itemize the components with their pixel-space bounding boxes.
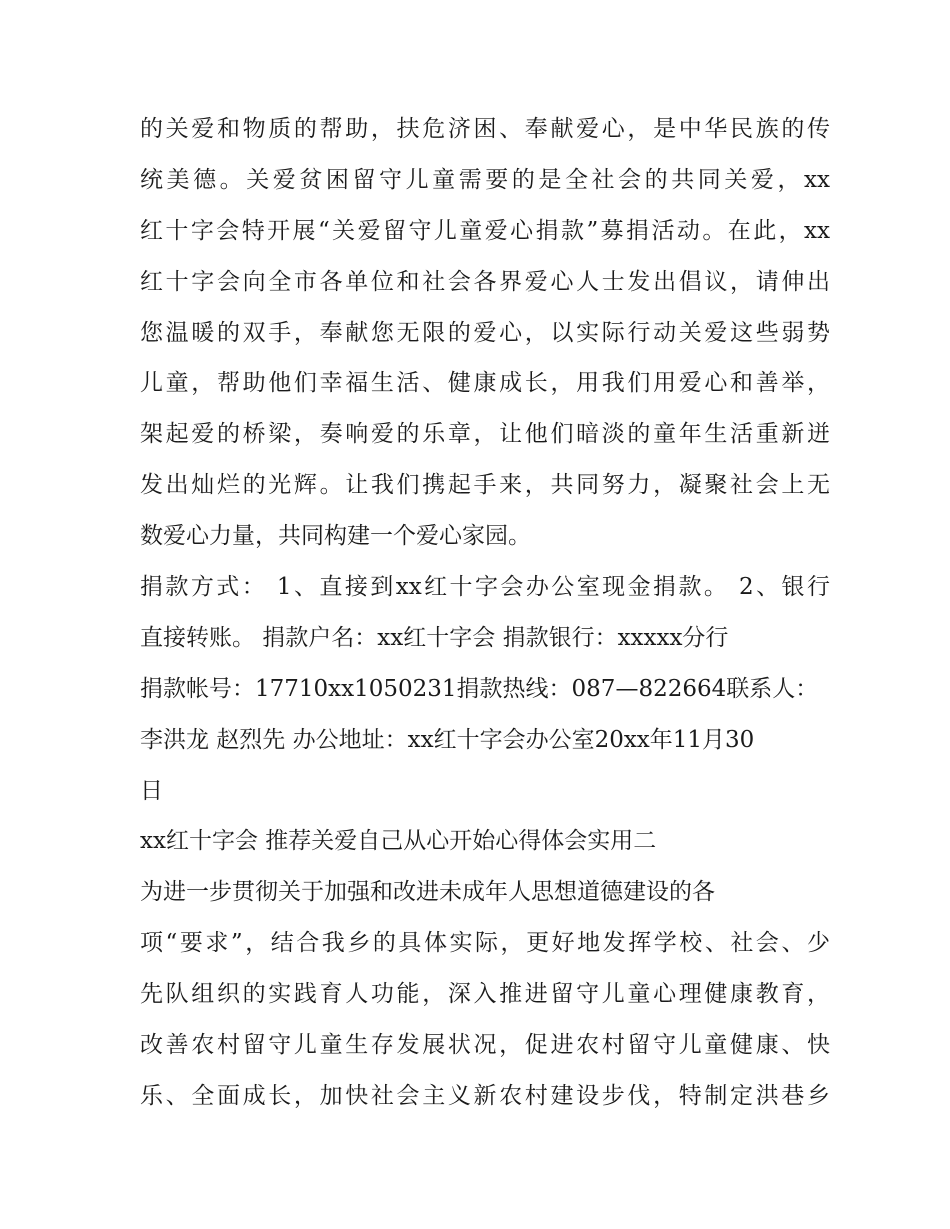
text-line: 发出灿烂的光辉。让我们携起手来，共同努力，凝聚社会上无 — [140, 472, 830, 499]
text-line: 李洪龙 赵烈先 办公地址：xx红十字会办公室20xx年11月30 — [140, 726, 755, 753]
text-line: 先队组织的实践育人功能，深入推进留守儿童心理健康教育， — [140, 981, 830, 1008]
text-line: xx红十字会 推荐关爱自己从心开始心得体会实用二 — [140, 828, 657, 855]
text-line: 日 — [140, 777, 163, 804]
text-line: 为进一步贯彻关于加强和改进未成年人思想道德建设的各 — [140, 879, 715, 906]
text-line: 直接转账。 捐款户名：xx红十字会 捐款银行：xxxxx分行 — [140, 624, 729, 651]
text-line: 统美德。关爱贫困留守儿童需要的是全社会的共同关爱，xx — [140, 166, 830, 193]
text-line: 红十字会向全市各单位和社会各界爱心人士发出倡议，请伸出 — [140, 268, 830, 295]
text-line: 捐款帐号：17710xx1050231捐款热线：087—822664联系人： — [140, 675, 819, 702]
text-line: 儿童，帮助他们幸福生活、健康成长，用我们用爱心和善举， — [140, 370, 830, 397]
text-line: 乐、全面成长，加快社会主义新农村建设步伐，特制定洪巷乡 — [140, 1082, 830, 1109]
text-line: 的关爱和物质的帮助，扶危济困、奉献爱心，是中华民族的传 — [140, 116, 830, 142]
text-line: 改善农村留守儿童生存发展状况，促进农村留守儿童健康、快 — [140, 1032, 830, 1059]
text-line: 架起爱的桥梁，奏响爱的乐章，让他们暗淡的童年生活重新迸 — [140, 421, 830, 448]
text-line: 捐款方式： 1、直接到xx红十字会办公室现金捐款。 2、银行 — [140, 574, 830, 601]
text-line: 红十字会特开展“关爱留守儿童爱心捐款”募捐活动。在此，xx — [140, 217, 830, 244]
text-line: 您温暖的双手，奉献您无限的爱心，以实际行动关爱这些弱势 — [140, 319, 830, 346]
text-line: 项“要求”，结合我乡的具体实际，更好地发挥学校、社会、少 — [140, 930, 830, 957]
text-line: 数爱心力量，共同构建一个爱心家园。 — [140, 523, 531, 550]
document-body — [140, 104, 830, 1122]
